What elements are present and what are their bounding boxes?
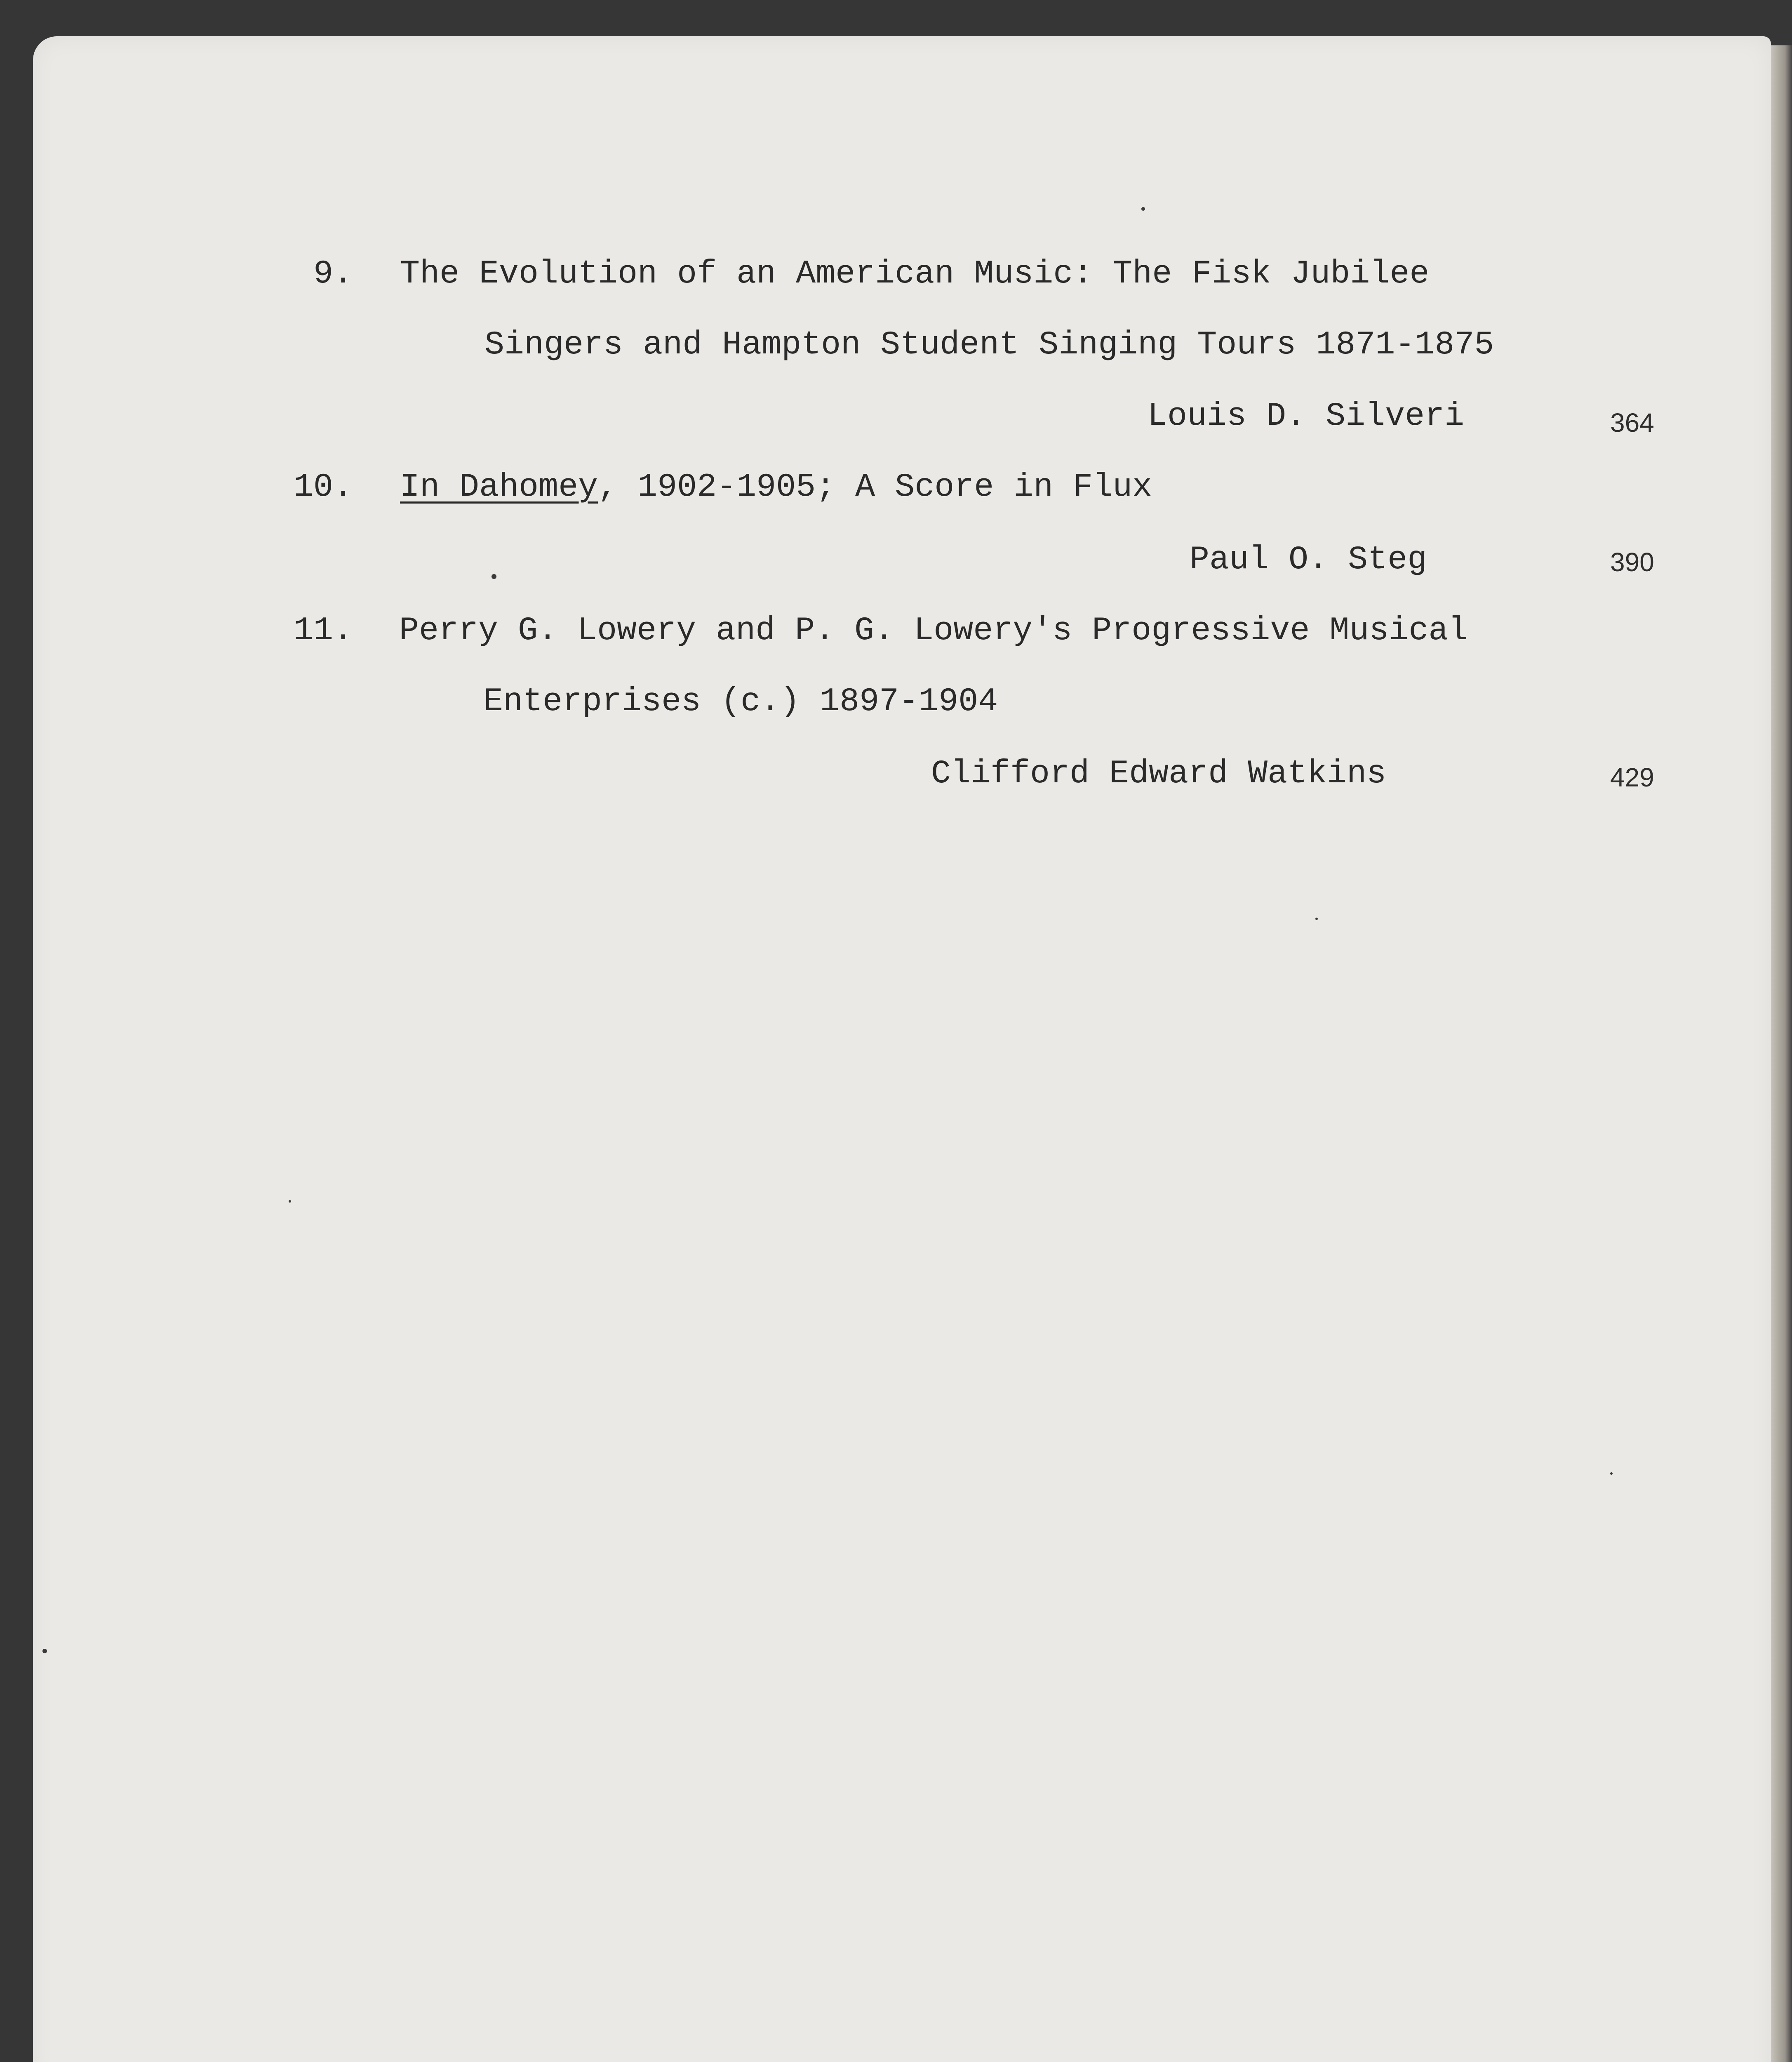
scan-speck	[42, 1649, 47, 1653]
scan-speck	[1315, 918, 1318, 920]
scan-speck	[492, 574, 496, 579]
entry-10-title-underlined: In Dahomey	[400, 468, 598, 506]
entry-10-page-number: 390	[1610, 547, 1654, 577]
entry-10-number: 10.	[294, 468, 353, 506]
entry-11-number: 11.	[294, 612, 353, 650]
scan-speck	[289, 1200, 291, 1203]
entry-10-title-rest: , 1902-1905; A Score in Flux	[598, 468, 1152, 506]
entry-10-title	[400, 468, 1152, 506]
entry-11-page-number: 429	[1610, 763, 1654, 792]
entry-9-page-number: 364	[1610, 408, 1654, 438]
entry-9-author: Louis D. Silveri	[1148, 398, 1465, 435]
entry-11-title-line-1: Perry G. Lowery and P. G. Lowery's Progressive Musical	[399, 612, 1468, 650]
entry-9-title-line-2: Singers and Hampton Student Singing Tours 1871-1875	[484, 326, 1494, 364]
entry-11-author: Clifford Edward Watkins	[931, 755, 1387, 793]
scan-speck	[1141, 207, 1145, 211]
entry-9-title-line-1: The Evolution of an American Music: The Fisk Jubilee	[400, 255, 1430, 293]
entry-10-author: Paul O. Steg	[1190, 541, 1427, 579]
entry-11-title-line-2: Enterprises (c.) 1897-1904	[483, 683, 998, 720]
scan-speck	[1610, 1472, 1613, 1475]
entry-9-number: 9.	[313, 255, 353, 293]
